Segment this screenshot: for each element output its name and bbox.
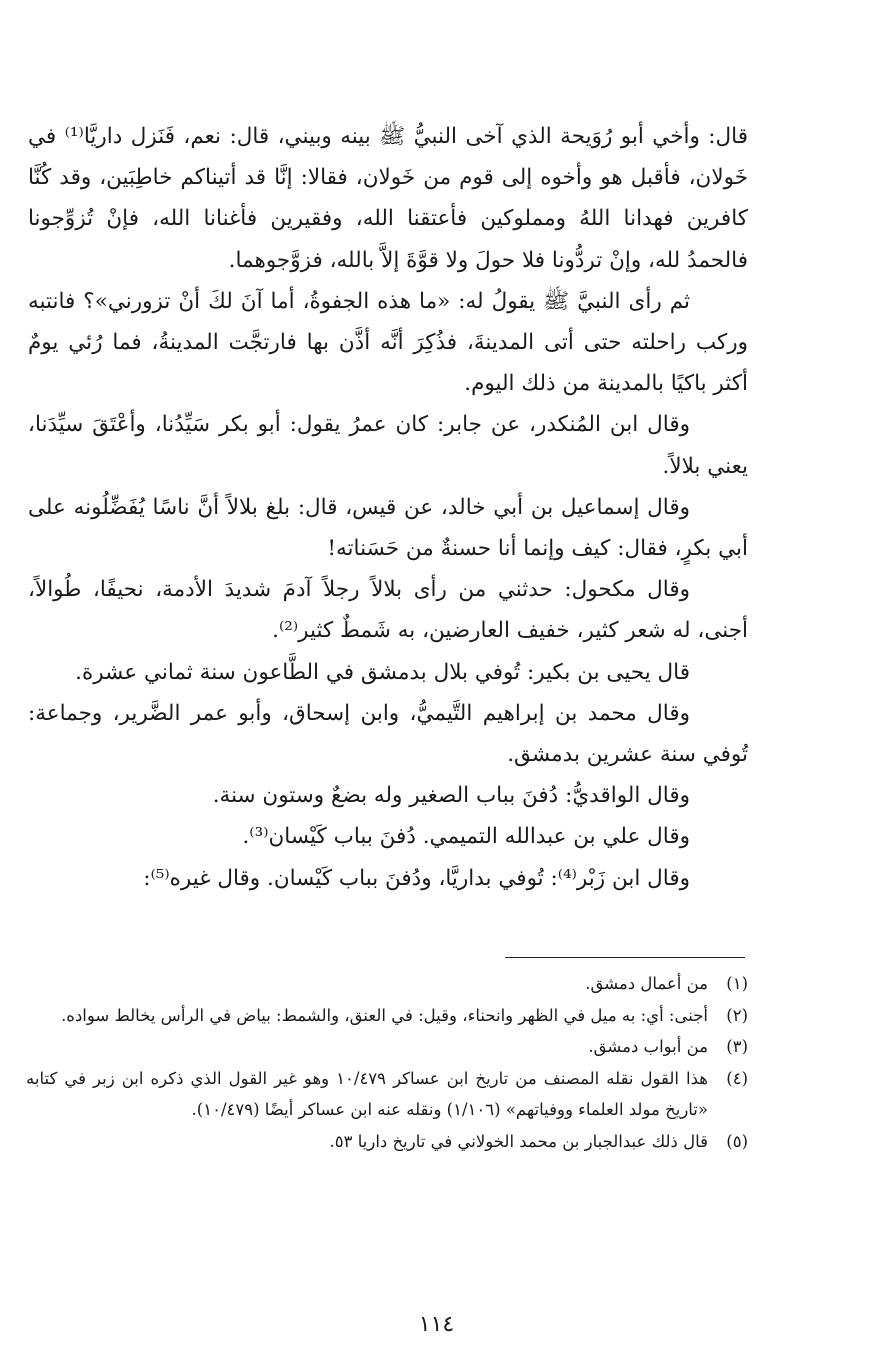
footnote-number: (٣) [726,1037,748,1056]
paragraph-6: قال يحيى بن بكير: تُوفي بلال بدمشق في الطَّاعون سنة ثماني عشرة. [75,659,690,685]
footnote-5 [26,1126,748,1158]
footnote-text: أجنى: أي: به ميل في الظهر وانحناء، وقيل: في العنق، والشمط: بياض في الرأس يخالط سواده. [61,1005,708,1025]
paragraph-5: وقال مكحول: حدثني من رأى بلالاً رجلاً آدمَ شديدَ الأدمة، نحيفًا، طُوالاً، أجنى، له شعر كثير، خفيف العارضين، به شَمطٌ كثير⁽²⁾. [28,577,748,644]
footnote-number: (٢) [726,1005,748,1025]
paragraph-7: وقال محمد بن إبراهيم التَّيميُّ، وابن إسحاق، وأبو عمر الضَّرير، وجماعة: تُوفي سنة عشرين بدمشق. [28,700,748,768]
footnote-2 [26,1000,748,1032]
footnote-text: من أعمال دمشق. [585,974,708,993]
footnote-number: (٤) [726,1068,748,1088]
footnote-number: (١) [726,974,748,993]
footnote-divider [505,957,745,958]
footnote-3 [26,1031,748,1063]
footnote-1 [26,968,748,1000]
footnote-text: هذا القول نقله المصنف من تاريخ ابن عساكر ١٠/٤٧٩ وهو غير القول الذي ذكره ابن زبر في كتابه «تاريخ مولد العلماء ووفياتهم» (١/١٠٦) ونقله عنه ابن عساكر أيضًا (١٠/٤٧٩). [26,1068,708,1119]
footnote-4 [26,1063,748,1126]
main-body-text [28,116,748,899]
paragraph-2: ثم رأى النبيَّ ﷺ يقولُ له: «ما هذه الجفوةُ، أما آنَ لكَ أنْ تزورني»؟ فانتبه وركب راحلته حتى أتى المدينةَ، فذُكِرَ أنَّه أذَّن بها فارتجَّت المدينةُ، فما رُئي يومٌ أكثر باكيًا بالمدينة من ذلك اليوم. [28,288,748,397]
paragraph-1: قال: وأخي أبو رُوَيحة الذي آخى النبيُّ ﷺ بينه وبيني، قال: نعم، فَنَزل داريَّا⁽¹⁾ في خَولان، فأقبل هو وأخوه إلى قوم من خَولان، فقالا: إنَّا قد أتيناكم خاطِبَين، وقد كُنَّا كافرين فهدانا اللهُ ومملوكين فأعتقنا الله، وفقيرين فأغنانا الله، فإنْ تُزوِّجونا فالحمدُ لله، وإنْ تردُّونا فلا حولَ ولا قوَّةَ إلاَّ بالله، فزوَّجوهما. [28,124,748,273]
footnote-text: من أبواب دمشق. [588,1037,708,1056]
paragraph-10: وقال ابن زَبْر⁽⁴⁾: تُوفي بداريَّا، ودُفنَ بباب كَيْسان. وقال غيره⁽⁵⁾: [143,865,690,891]
paragraph-9: وقال علي بن عبدالله التميمي. دُفنَ بباب كَيْسان⁽³⁾. [242,824,690,850]
paragraph-3: وقال ابن المُنكدر، عن جابر: كان عمرُ يقول: أبو بكر سَيِّدُنا، وأعْتَقَ سيِّدَنا، يعني بلالاً. [28,412,748,479]
page-number: ١١٤ [418,1312,455,1337]
paragraph-4: وقال إسماعيل بن أبي خالد، عن قيس، قال: بلغ بلالاً أنَّ ناسًا يُفَضِّلُونه على أبي بكرٍ، فقال: كيف وإنما أنا حسنةٌ من حَسَناته! [28,494,748,562]
footnote-text: قال ذلك عبدالجبار بن محمد الخولاني في تاريخ داريا ٥٣. [329,1131,708,1151]
footnotes-section [26,968,748,1157]
paragraph-8: وقال الواقديُّ: دُفنَ بباب الصغير وله بضعٌ وستون سنة. [212,783,690,809]
footnote-number: (٥) [726,1131,748,1151]
